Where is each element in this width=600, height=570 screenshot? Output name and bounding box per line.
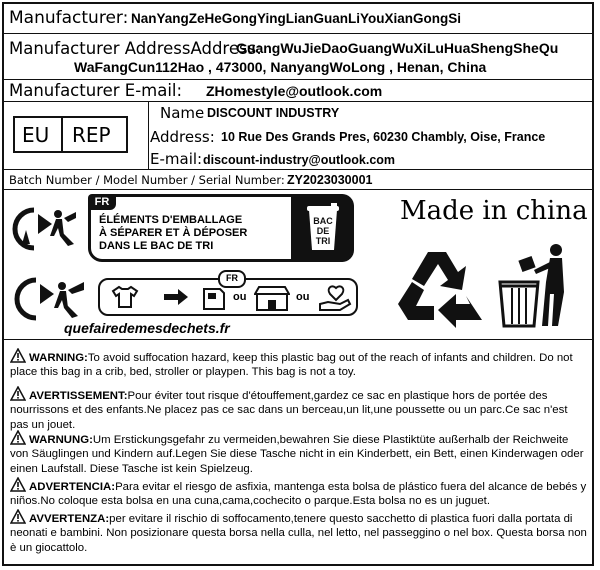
made-in-text: Made in china xyxy=(400,196,588,226)
eu-email-label: E-mail: xyxy=(150,150,203,168)
warning-text: Um Erstickungsgefahr zu vermeiden,bewahren Sie diese Plastiktüte außerhalb der Reichweite von Säuglingen und Kindern auf.Legen Sie diese Tasche nicht in ein Kinderbett, ein Bett, einen Kinderwagen oder einen Laufstall. Diese Tasche ist kein Spielzeug. xyxy=(10,434,584,475)
bin-label-3: TRI xyxy=(315,236,331,246)
eu-address-value: 10 Rue Des Grands Pres, 60230 Chambly, Oise, France xyxy=(221,130,546,144)
batch-label: Batch Number / Model Number / Serial Number: xyxy=(9,173,285,187)
eu-name-value: DISCOUNT INDUSTRY xyxy=(207,106,340,120)
drop-box-icon xyxy=(200,283,228,311)
manufacturer-value: NanYangZeHeGongYingLianGuanLiYouXianGongSi xyxy=(131,11,462,26)
badge-rep: REP xyxy=(72,123,111,147)
warning-text: Para evitar el riesgo de asfixia, mantenga esta bolsa de plástico fuera del alcance de bebés y niños.No coloque esta bolsa en una cuna,cama,cochecito o parque.Esta bolsa no es un juguet. xyxy=(10,481,587,508)
warning-es xyxy=(10,477,588,509)
warning-title: WARNUNG: xyxy=(29,434,93,446)
fr-tag-2: FR xyxy=(218,270,246,288)
bin-label-1: BAC xyxy=(313,216,333,226)
warning-en xyxy=(10,348,588,380)
info-tri-banner xyxy=(88,194,354,262)
product-label xyxy=(2,2,594,566)
warning-title: AVERTISSEMENT: xyxy=(29,390,128,402)
email-value: ZHomestyle@outlook.com xyxy=(206,83,383,99)
warning-fr xyxy=(10,386,588,432)
warning-title: WARNING: xyxy=(29,352,88,364)
warning-triangle-icon xyxy=(10,348,26,363)
batch-value: ZY2023030001 xyxy=(287,173,373,187)
eu-email-value: discount-industry@outlook.com xyxy=(203,153,396,167)
address-row xyxy=(4,34,592,80)
warning-text: per evitare il rischio di soffocamento,tenere questo sacchetto di plastica fuori dalla portata di neonati e bambini. Non posizionare questa borsa nella culla, nel letto, nel passeggino o nel box. Questa borsa non è un giocattolo. xyxy=(10,513,587,554)
recycle-icon xyxy=(394,246,490,328)
fr-tag: FR xyxy=(88,194,116,210)
badge-divider xyxy=(61,118,63,151)
warning-title: ADVERTENCIA: xyxy=(29,481,116,493)
website-text: quefairedemesdechets.fr xyxy=(64,320,230,336)
warning-title: AVVERTENZA: xyxy=(29,513,110,525)
triman-icon-2 xyxy=(14,274,90,324)
batch-row xyxy=(4,170,592,190)
arrow-right-icon xyxy=(162,288,190,306)
eu-rep-badge xyxy=(13,116,128,153)
manufacturer-label: Manufacturer: xyxy=(9,8,129,28)
recycling-section xyxy=(4,190,592,340)
warning-it xyxy=(10,509,588,555)
ou-text-1: ou xyxy=(233,291,247,303)
warning-triangle-icon xyxy=(10,386,26,401)
warning-text: Pour éviter tout risque d'étouffement,gardez ce sac en plastique hors de portée des nourrissons et des enfants.Ne placez pas ce sac dans un berceau,un lit,une poussette ou un parc.Ce sac n'est pas un jouet. xyxy=(10,390,568,431)
info-tri-line3: DANS LE BAC DE TRI xyxy=(99,240,214,252)
tshirt-icon xyxy=(110,285,140,309)
address-label: Manufacturer AddressAddress: xyxy=(9,39,262,58)
email-row xyxy=(4,80,592,102)
bin-label xyxy=(305,216,341,246)
info-tri-line1: ÉLÉMENTS D'EMBALLAGE xyxy=(99,214,243,226)
warning-triangle-icon xyxy=(10,477,26,492)
ou-text-2: ou xyxy=(296,291,310,303)
donation-hand-icon xyxy=(318,284,352,312)
eu-rep-row xyxy=(4,102,592,170)
info-tri-line2: À SÉPARER ET À DÉPOSER xyxy=(99,227,248,239)
email-label: Manufacturer E-mail: xyxy=(9,81,183,100)
eu-address-label: Address: xyxy=(150,128,215,146)
bin-label-2: DE xyxy=(316,226,330,236)
manufacturer-row xyxy=(4,4,592,34)
eu-name-label: Name xyxy=(160,104,205,122)
warning-text: To avoid suffocation hazard, keep this plastic bag out of the reach of infants and children. Do not place this bag in a crib, bed, stroller or playpen. This bag is not a toy. xyxy=(10,352,573,379)
litter-bin-icon xyxy=(498,242,578,330)
shop-icon xyxy=(254,284,290,312)
triman-icon xyxy=(12,204,80,254)
bin-panel xyxy=(291,194,354,262)
address-line2: WaFangCun112Hao , 473000, NanyangWoLong , Henan, China xyxy=(74,59,487,75)
warning-triangle-icon xyxy=(10,430,26,445)
warning-de xyxy=(10,430,588,476)
info-tri-text xyxy=(99,214,247,253)
badge-eu: EU xyxy=(22,123,50,147)
eu-rep-badge-cell xyxy=(4,102,149,169)
consignes-box xyxy=(98,273,358,316)
address-line1: GuangWuJieDaoGuangWuXiLuHuaShengSheQu xyxy=(236,40,559,56)
warning-triangle-icon xyxy=(10,509,26,524)
